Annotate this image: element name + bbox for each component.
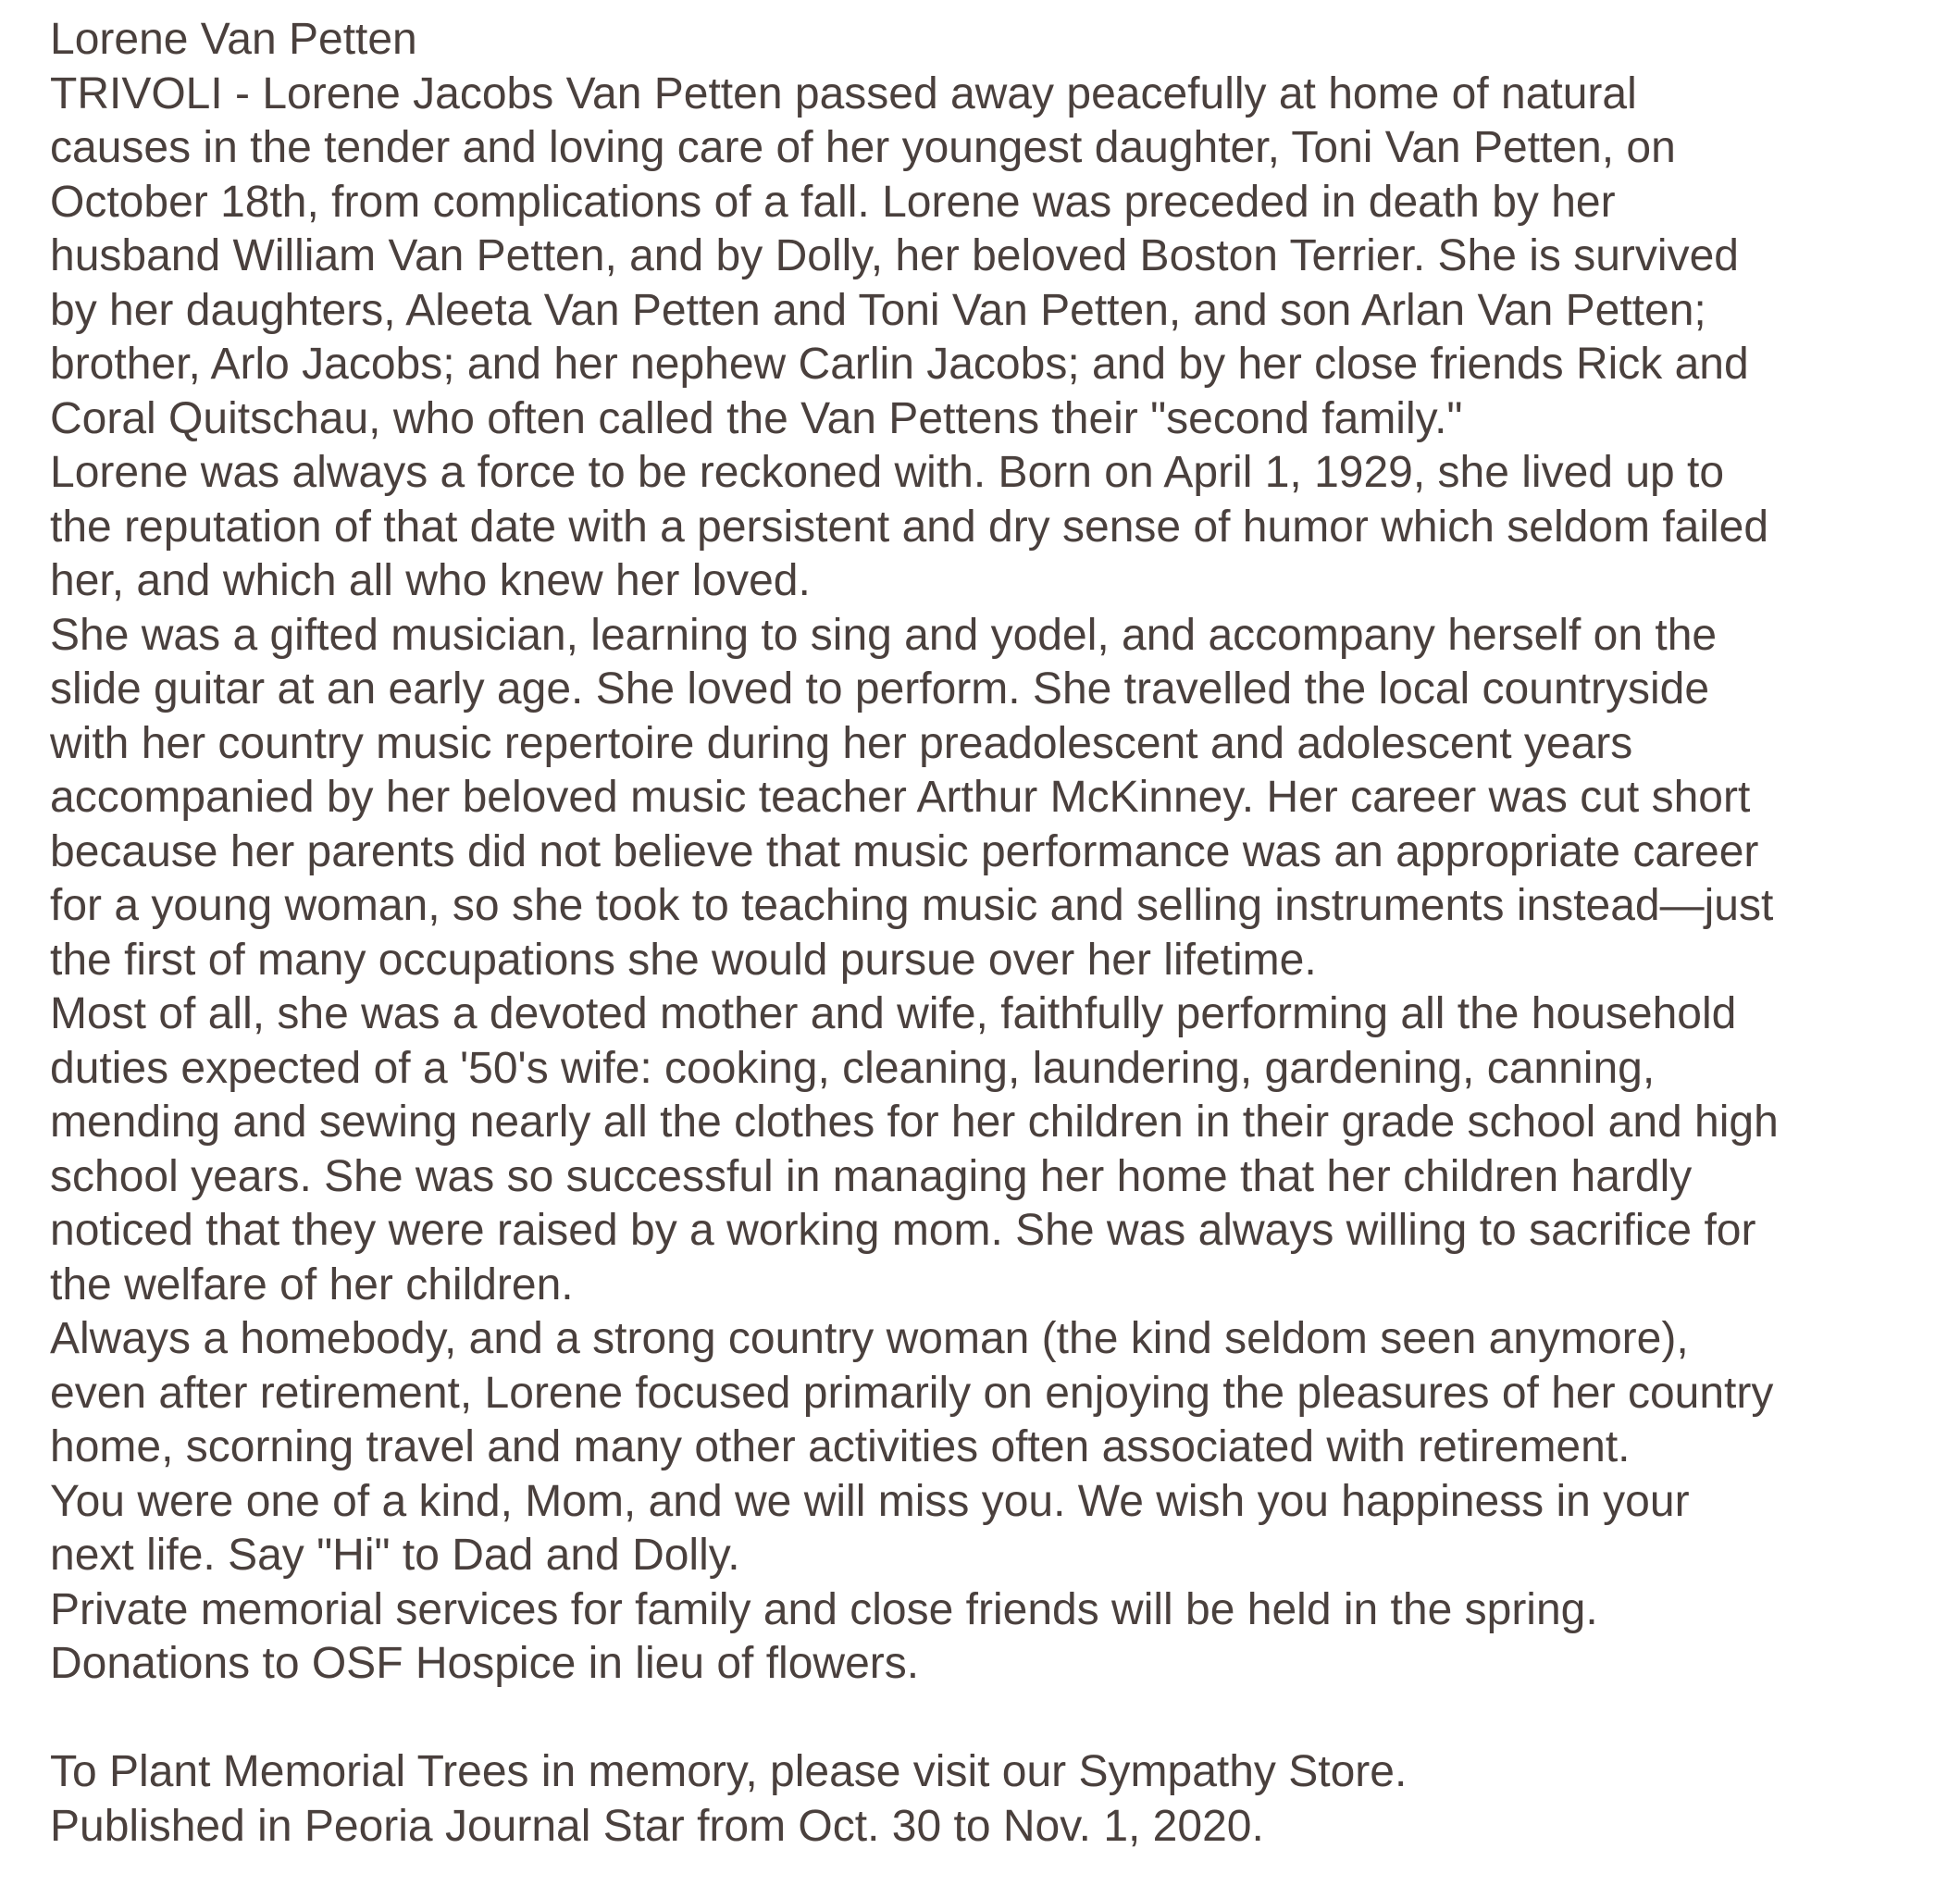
text-line: next life. Say "Hi" to Dad and Dolly. xyxy=(50,1531,740,1580)
text-line: Always a homebody, and a strong country woman (the kind seldom seen anymore), xyxy=(50,1314,1689,1363)
text-line: Donations to OSF Hospice in lieu of flowers. xyxy=(50,1639,920,1688)
text-line: You were one of a kind, Mom, and we will miss you. We wish you happiness in your xyxy=(50,1476,1690,1526)
text-line: Coral Quitschau, who often called the Van Pettens their "second family." xyxy=(50,393,1463,443)
text-line: school years. She was so successful in managing her home that her children hardly xyxy=(50,1151,1693,1201)
paragraph-humor xyxy=(50,446,1938,609)
text-line: noticed that they were raised by a working mom. She was always willing to sacrifice for xyxy=(50,1206,1756,1255)
text-line: slide guitar at an early age. She loved to perform. She travelled the local countryside xyxy=(50,664,1710,713)
text-line: Lorene was always a force to be reckoned with. Born on April 1, 1929, she lived up to xyxy=(50,448,1725,497)
paragraph-homebody xyxy=(50,1312,1938,1475)
text-line: by her daughters, Aleeta Van Petten and Toni Van Petten, and son Arlan Van Petten; xyxy=(50,285,1706,335)
text-line: the welfare of her children. xyxy=(50,1259,574,1309)
text-line: Private memorial services for family and close friends will be held in the spring. xyxy=(50,1584,1598,1634)
text-line: her, and which all who knew her loved. xyxy=(50,556,811,605)
paragraph-announcement xyxy=(50,68,1938,447)
text-line: even after retirement, Lorene focused primarily on enjoying the pleasures of her country xyxy=(50,1368,1774,1418)
text-line: for a young woman, so she took to teaching music and selling instruments instead—just xyxy=(50,881,1774,930)
paragraph-services xyxy=(50,1583,1938,1692)
obituary-heading: Lorene Van Petten xyxy=(50,15,417,64)
paragraph-mother xyxy=(50,987,1938,1312)
text-line: Most of all, she was a devoted mother and wife, faithfully performing all the household xyxy=(50,989,1737,1038)
text-line: mending and sewing nearly all the clothes for her children in their grade school and high xyxy=(50,1098,1779,1147)
text-line: the first of many occupations she would pursue over her lifetime. xyxy=(50,935,1317,985)
text-line: October 18th, from complications of a fall. Lorene was preceded in death by her xyxy=(50,177,1616,227)
text-line: TRIVOLI - Lorene Jacobs Van Petten passed away peacefully at home of natural xyxy=(50,68,1637,118)
memorial-trees-notice: To Plant Memorial Trees in memory, please visit our Sympathy Store. xyxy=(50,1747,1408,1796)
text-line: because her parents did not believe that music performance was an appropriate career xyxy=(50,826,1759,876)
blank-line xyxy=(50,1692,1938,1746)
obituary-footer xyxy=(50,1745,1938,1854)
text-line: home, scorning travel and many other activities often associated with retirement. xyxy=(50,1422,1631,1471)
text-line: husband William Van Petten, and by Dolly, her beloved Boston Terrier. She is survived xyxy=(50,231,1739,280)
text-line: accompanied by her beloved music teacher Arthur McKinney. Her career was cut short xyxy=(50,773,1751,822)
paragraph-music xyxy=(50,609,1938,988)
text-line: the reputation of that date with a persistent and dry sense of humor which seldom failed xyxy=(50,502,1769,552)
text-line: with her country music repertoire during her preadolescent and adolescent years xyxy=(50,718,1633,768)
publication-info: Published in Peoria Journal Star from Oct. 30 to Nov. 1, 2020. xyxy=(50,1801,1264,1851)
obituary-document xyxy=(50,13,1938,1854)
text-line: She was a gifted musician, learning to sing and yodel, and accompany herself on the xyxy=(50,610,1718,660)
paragraph-farewell xyxy=(50,1475,1938,1583)
text-line: causes in the tender and loving care of her youngest daughter, Toni Van Petten, on xyxy=(50,123,1676,172)
text-line: duties expected of a '50's wife: cooking, cleaning, laundering, gardening, canning, xyxy=(50,1043,1656,1093)
text-line: brother, Arlo Jacobs; and her nephew Carlin Jacobs; and by her close friends Rick and xyxy=(50,340,1749,389)
